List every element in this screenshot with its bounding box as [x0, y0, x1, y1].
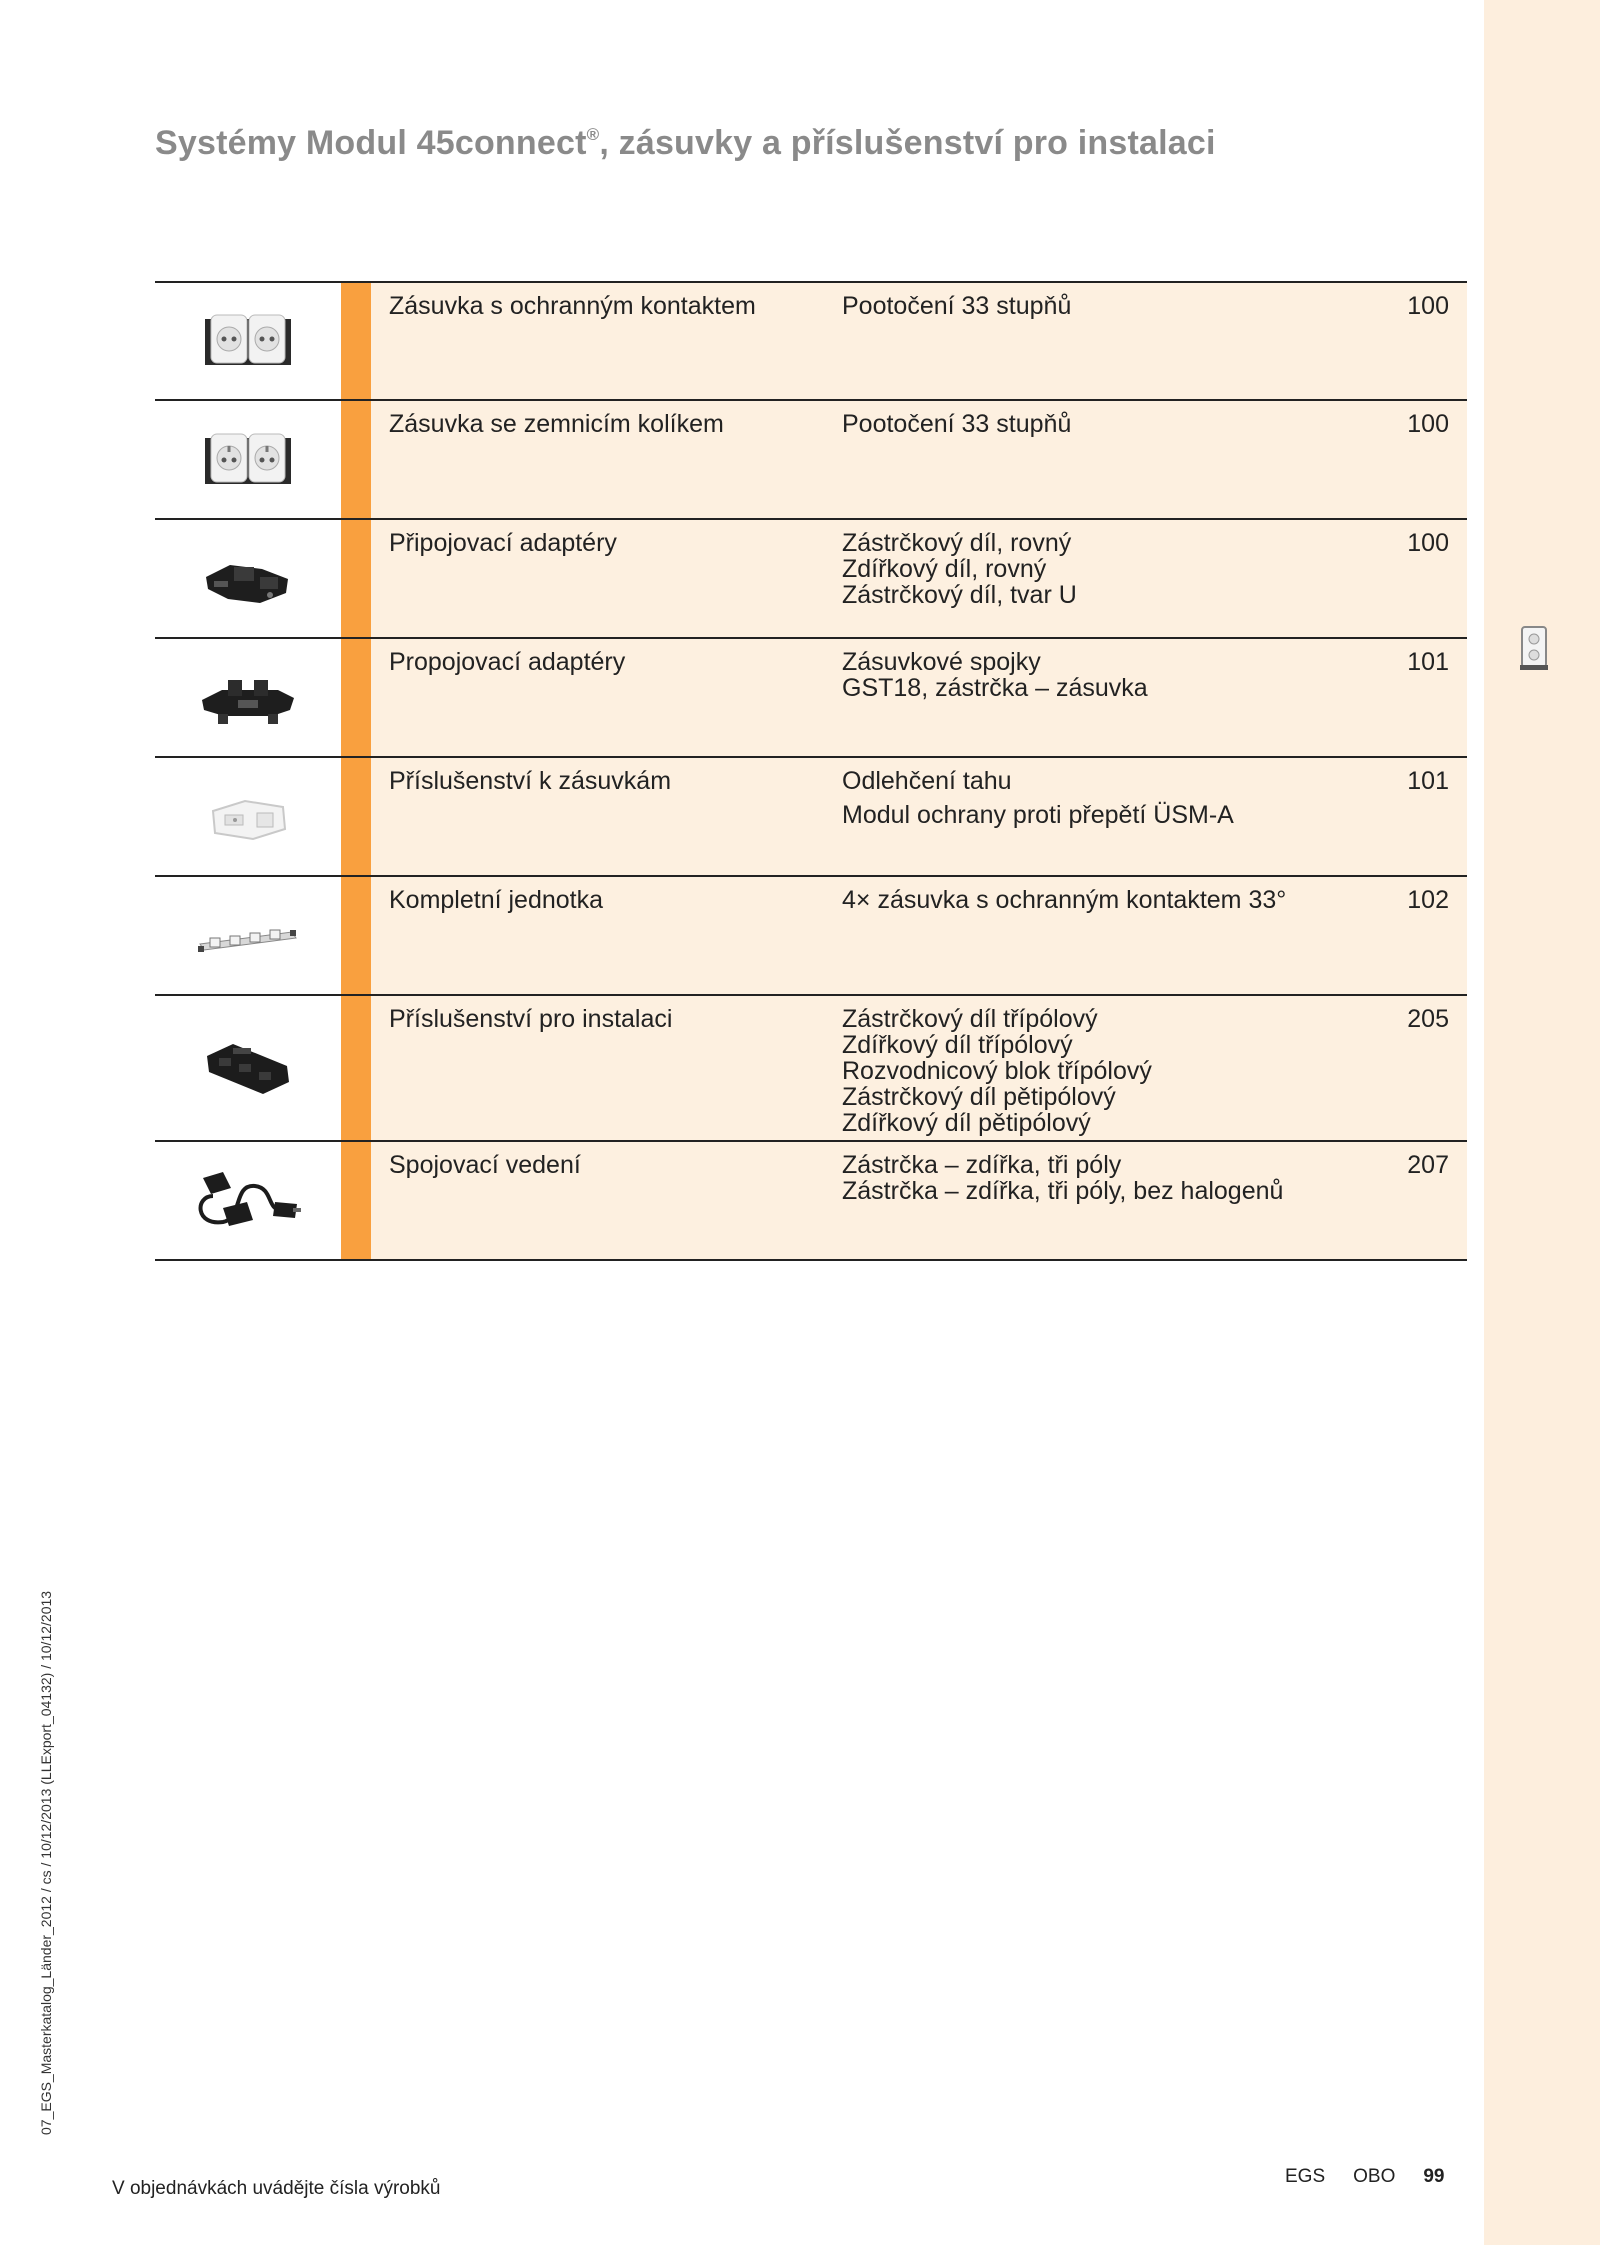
page-title-rest: , zásuvky a příslušenství pro instalaci [599, 124, 1216, 162]
table-row[interactable] [155, 283, 1467, 401]
description-line: Zdířkový díl pětipólový [842, 1109, 1091, 1137]
description-line: Zástrčka – zdířka, tři póly [842, 1151, 1122, 1179]
table-row[interactable] [155, 1142, 1467, 1261]
product-description [842, 887, 1349, 994]
page-title-main: Systémy Modul 45connect [155, 124, 587, 162]
accent-bar [341, 1142, 371, 1259]
row-image [155, 283, 341, 399]
description-line: Zástrčkový díl, rovný [842, 529, 1072, 557]
complete-unit-icon [196, 916, 300, 956]
description-line: Pootočení 33 stupňů [842, 292, 1072, 320]
description-line: Zástrčkový díl třípólový [842, 1005, 1098, 1033]
product-name: Zásuvka se zemnicím kolíkem [389, 410, 724, 438]
accent-bar [341, 520, 371, 637]
product-description [842, 768, 1349, 875]
row-image [155, 996, 341, 1140]
accent-bar [341, 639, 371, 756]
product-description [842, 411, 1349, 518]
side-strip [1484, 0, 1600, 2245]
page-number: 99 [1423, 2166, 1445, 2187]
table-row[interactable] [155, 401, 1467, 520]
description-line: Modul ochrany proti přepětí ÜSM-A [842, 801, 1234, 829]
row-body [371, 996, 1467, 1140]
product-description [842, 1152, 1349, 1259]
row-body [371, 639, 1467, 756]
description-line: Pootočení 33 stupňů [842, 410, 1072, 438]
description-line: GST18, zástrčka – zásuvka [842, 674, 1148, 702]
footer-page-info [1285, 2166, 1445, 2188]
row-image [155, 639, 341, 756]
product-table [155, 281, 1467, 1261]
socket-thumb-icon [1520, 625, 1548, 671]
table-row[interactable] [155, 877, 1467, 996]
row-image [155, 1142, 341, 1259]
row-body [371, 520, 1467, 637]
row-body [371, 1142, 1467, 1259]
socket-accessory-icon [205, 789, 291, 845]
row-body [371, 283, 1467, 399]
row-body [371, 877, 1467, 994]
row-image [155, 401, 341, 518]
description-line: Zásuvkové spojky [842, 648, 1041, 676]
interconnect-adapter-icon [198, 666, 298, 730]
page-title [155, 124, 1216, 163]
page-reference[interactable]: 100 [1407, 529, 1449, 557]
accent-bar [341, 401, 371, 518]
table-row[interactable] [155, 996, 1467, 1142]
page-reference[interactable]: 101 [1407, 648, 1449, 676]
connection-adapter-icon [200, 547, 296, 611]
product-description [842, 649, 1349, 756]
description-line: Zástrčkový díl pětipólový [842, 1083, 1116, 1111]
footer-brand: OBO [1353, 2166, 1396, 2187]
table-row[interactable] [155, 639, 1467, 758]
product-name: Příslušenství pro instalaci [389, 1005, 673, 1033]
table-row[interactable] [155, 758, 1467, 877]
accent-bar [341, 877, 371, 994]
page-reference[interactable]: 205 [1407, 1005, 1449, 1033]
connection-cable-icon [193, 1166, 303, 1236]
page-reference[interactable]: 102 [1407, 886, 1449, 914]
row-image [155, 520, 341, 637]
accent-bar [341, 758, 371, 875]
description-line: Zástrčka – zdířka, tři póly, bez halogenů [842, 1177, 1284, 1205]
footer-section: EGS [1285, 2166, 1326, 2187]
description-line: 4× zásuvka s ochranným kontaktem 33° [842, 886, 1287, 914]
product-description [842, 293, 1349, 399]
footer-note: V objednávkách uvádějte čísla výrobků [112, 2178, 441, 2199]
page-reference[interactable]: 100 [1407, 410, 1449, 438]
description-line: Zdířkový díl, rovný [842, 555, 1047, 583]
installation-plug-icon [203, 1036, 293, 1100]
page-reference[interactable]: 101 [1407, 767, 1449, 795]
product-description [842, 530, 1349, 637]
page-reference[interactable]: 207 [1407, 1151, 1449, 1179]
product-name: Kompletní jednotka [389, 886, 604, 914]
product-name: Propojovací adaptéry [389, 648, 626, 676]
table-row[interactable] [155, 520, 1467, 639]
double-socket-icon [203, 309, 293, 373]
row-image [155, 877, 341, 994]
product-description [842, 1006, 1349, 1140]
page-reference[interactable]: 100 [1407, 292, 1449, 320]
description-line: Odlehčení tahu [842, 767, 1012, 795]
vertical-export-info: 07_EGS_Masterkatalog_Länder_2012 / cs / 10/12/2013 (LLExport_04132) / 10/12/2013 [38, 1590, 54, 2135]
description-line: Rozvodnicový blok třípólový [842, 1057, 1152, 1085]
product-name: Připojovací adaptéry [389, 529, 617, 557]
row-body [371, 758, 1467, 875]
accent-bar [341, 996, 371, 1140]
row-body [371, 401, 1467, 518]
description-line: Zdířkový díl třípólový [842, 1031, 1073, 1059]
product-name: Zásuvka s ochranným kontaktem [389, 292, 756, 320]
accent-bar [341, 283, 371, 399]
row-image [155, 758, 341, 875]
description-line: Zástrčkový díl, tvar U [842, 581, 1077, 609]
double-socket-pin-icon [203, 428, 293, 492]
product-name: Spojovací vedení [389, 1151, 581, 1179]
registered-mark: ® [586, 125, 600, 144]
product-name: Příslušenství k zásuvkám [389, 767, 672, 795]
